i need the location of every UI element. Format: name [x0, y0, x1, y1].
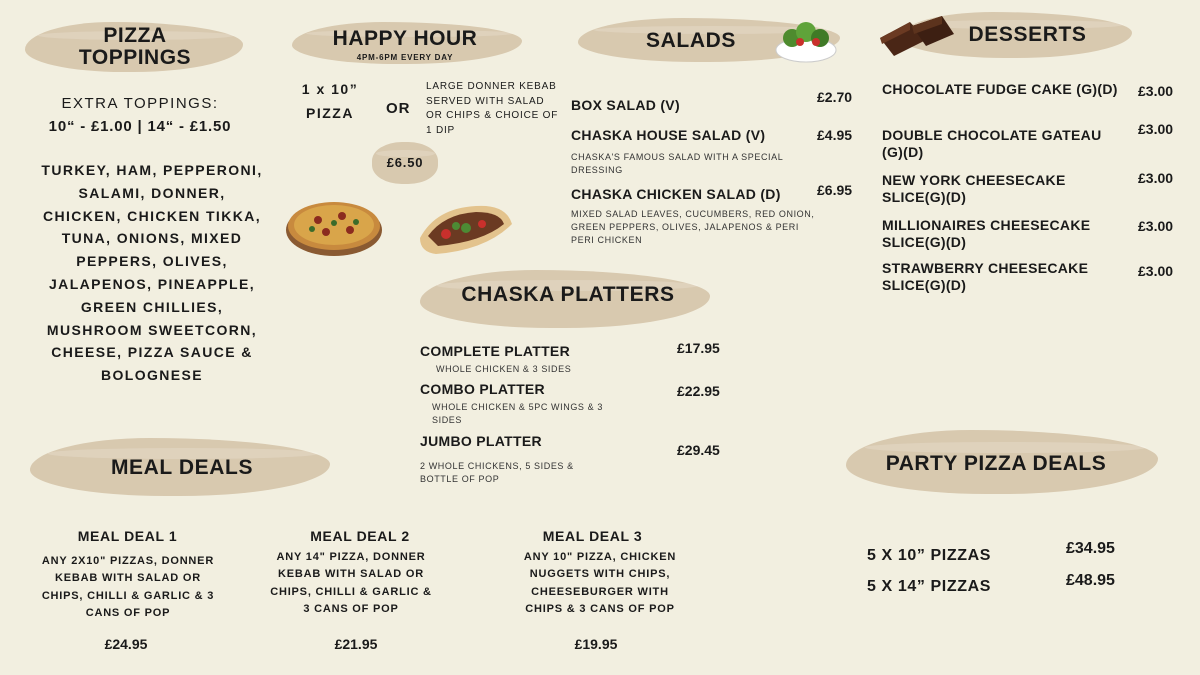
dessert-price-5: £3.00	[1138, 263, 1174, 279]
platter-price-3: £29.45	[677, 442, 720, 458]
happy-hour-price: £6.50	[386, 155, 424, 170]
brownie-image	[876, 12, 956, 62]
platter-item-2: COMBO PLATTER	[420, 381, 545, 397]
salad-price-1: £2.70	[817, 89, 853, 105]
meal-deal-1-price: £24.95	[104, 636, 148, 652]
dessert-item-4: MILLIONAIRES CHEESECAKE SLICE(G)(D)	[882, 217, 1091, 250]
meal-deal-1-desc: ANY 2X10" PIZZAS, DONNER KEBAB WITH SALAD OR CHIPS, CHILLI & GARLIC & 3 CANS OF POP	[41, 555, 215, 620]
platter-price-1: £17.95	[677, 340, 720, 356]
toppings-list: TURKEY, HAM, PEPPERONI, SALAMI, DONNER, CHICKEN, CHICKEN TIKKA, TUNA, ONIONS, MIXED PEPPERS, OLIVES, JALAPENOS, PINEAPPLE, GREEN CHILLIES, MUSHROOM SWEETCORN, CHEESE, PIZZA SAUCE & BOLOGNESE	[41, 162, 263, 384]
meal-deal-3-price: £19.95	[574, 636, 618, 652]
salad-price-3: £6.95	[817, 182, 853, 198]
platter-desc-3: 2 WHOLE CHICKENS, 5 SIDES & BOTTLE OF POP	[420, 461, 574, 485]
desserts-title: DESSERTS	[968, 23, 1087, 46]
platter-price-2: £22.95	[677, 383, 720, 399]
platter-desc-1: WHOLE CHICKEN & 3 SIDES	[436, 364, 572, 374]
dessert-price-3: £3.00	[1138, 170, 1174, 186]
happy-hour-subtitle: 4PM-6PM EVERY DAY	[356, 53, 454, 62]
party-item-1: 5 X 10” PIZZAS	[867, 547, 991, 564]
dessert-item-1: CHOCOLATE FUDGE CAKE (G)(D)	[882, 81, 1118, 97]
salad-price-2: £4.95	[817, 127, 853, 143]
dessert-price-2: £3.00	[1138, 121, 1174, 137]
salad-desc-3: MIXED SALAD LEAVES, CUCUMBERS, RED ONION, GREEN PEPPERS, OLIVES, JALAPENOS & PERI PERI CHICKEN	[571, 209, 815, 246]
party-title: PARTY PIZZA DEALS	[885, 452, 1107, 475]
extra-toppings-prices: 10“ - £1.00 | 14“ - £1.50	[48, 118, 232, 135]
meal-deals-title: MEAL DEALS	[110, 456, 254, 479]
happy-hour-or: OR	[386, 100, 411, 117]
salad-desc-2: CHASKA'S FAMOUS SALAD WITH A SPECIAL DRESSING	[571, 152, 784, 176]
meal-deal-2-price: £21.95	[334, 636, 378, 652]
platter-item-3: JUMBO PLATTER	[420, 433, 542, 449]
salad-bowl-image	[770, 12, 842, 64]
meal-deal-2-desc: ANY 14" PIZZA, DONNER KEBAB WITH SALAD OR CHIPS, CHILLI & GARLIC & 3 CANS OF POP	[270, 551, 432, 616]
meal-deal-1-name: MEAL DEAL 1	[77, 528, 178, 544]
meal-deal-2-name: MEAL DEAL 2	[310, 528, 410, 544]
kebab-wrap-image	[416, 198, 516, 258]
platter-desc-2: WHOLE CHICKEN & 5PC WINGS & 3 SIDES	[432, 402, 603, 426]
platters-title: CHASKA PLATTERS	[461, 283, 675, 306]
dessert-price-4: £3.00	[1138, 218, 1174, 234]
salad-item-2: CHASKA HOUSE SALAD (V)	[571, 127, 766, 143]
salads-title: SALADS	[646, 29, 736, 52]
dessert-item-3: NEW YORK CHEESECAKE SLICE(G)(D)	[882, 172, 1066, 205]
pizza-image	[284, 196, 384, 258]
party-price-1: £34.95	[1066, 540, 1115, 557]
dessert-price-1: £3.00	[1138, 83, 1174, 99]
dessert-item-5: STRAWBERRY CHEESECAKE SLICE(G)(D)	[882, 260, 1089, 293]
toppings-title: PIZZA TOPPINGS	[78, 24, 192, 70]
party-price-2: £48.95	[1066, 572, 1115, 589]
salad-item-1: BOX SALAD (V)	[571, 97, 680, 113]
meal-deal-3-desc: ANY 10" PIZZA, CHICKEN NUGGETS WITH CHIPS, CHEESEBURGER WITH CHIPS & 3 CANS OF POP	[523, 551, 677, 616]
platter-item-1: COMPLETE PLATTER	[420, 343, 570, 359]
happy-hour-option1: 1 x 10” PIZZA	[301, 81, 359, 121]
extra-toppings-label: EXTRA TOPPINGS:	[61, 95, 219, 112]
happy-hour-option2: LARGE DONNER KEBAB SERVED WITH SALAD OR CHIPS & CHOICE OF 1 DIP	[426, 81, 559, 136]
party-item-2: 5 X 14” PIZZAS	[867, 578, 991, 595]
dessert-item-2: DOUBLE CHOCOLATE GATEAU (G)(D)	[882, 127, 1102, 160]
salad-item-3: CHASKA CHICKEN SALAD (D)	[571, 186, 781, 202]
happy-hour-title: HAPPY HOUR	[332, 27, 478, 50]
meal-deal-3-name: MEAL DEAL 3	[542, 528, 643, 544]
